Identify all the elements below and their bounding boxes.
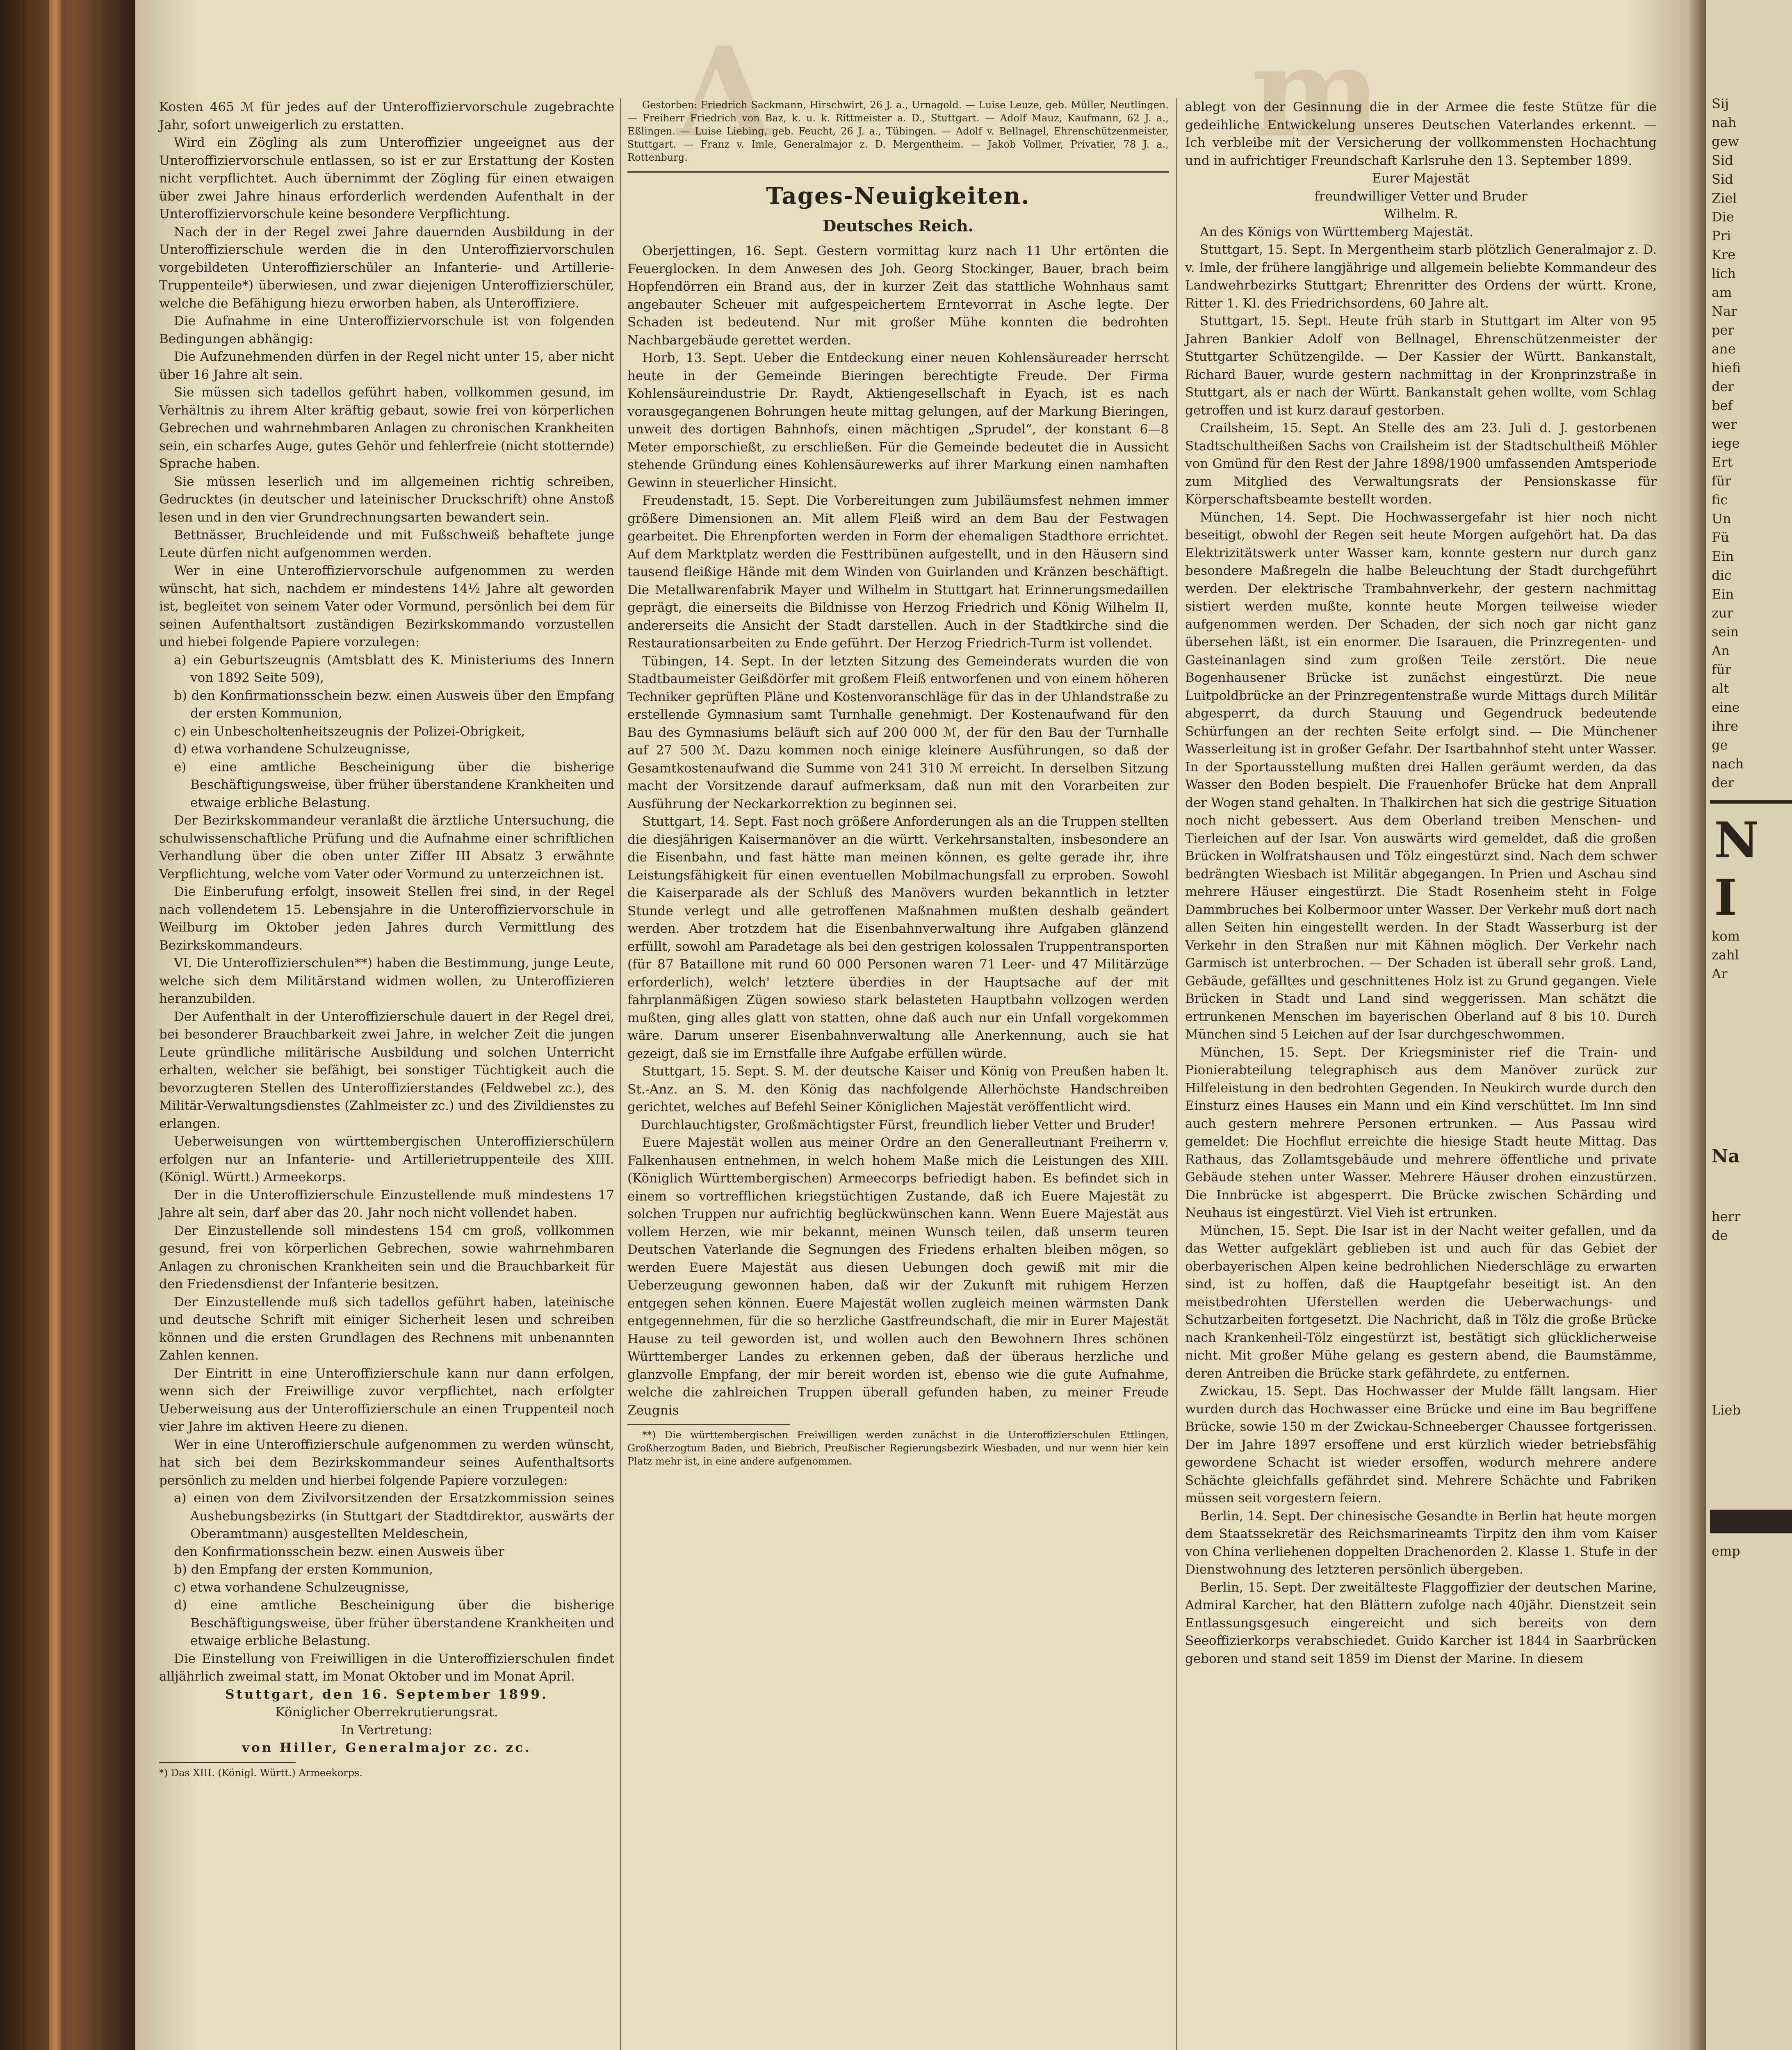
list-item: c) etwa vorhandene Schulzeugnisse,	[174, 1580, 409, 1595]
paragraph: Die Einberufung erfolgt, insoweit Stellen frei sind, in der Regel nach vollendetem 15. Lebensjahre in die Unteroffiziervorschule in Weilburg im Oktober jeden Jahres durch Vermittlung des Bezirkskommandeurs.	[159, 884, 614, 953]
news-item: Stuttgart, 15. Sept. Heute früh starb in Stuttgart im Alter von 95 Jahren Bankier Adolf von Bellnagel, Ehrenschützenmeister der Stuttgarter Schützengilde. — Der Kassier der Württ. Bankanstalt, Richard Bauer, wurde gestern nachmittag in der Kronprinzstraße in Stuttgart, als er nach der Württ. Bankanstalt gehen wollte, vom Schlag getroffen und ist kurz darauf gestorben.	[1185, 314, 1657, 418]
paragraph: Der Einzustellende muß sich tadellos geführt haben, lateinische und deutsche Schrift mit einiger Sicherheit lesen und schreiben können und die ersten Grundlagen des Rechnens mit unbenannten Zahlen kennen.	[159, 1294, 614, 1363]
spine-edge	[49, 0, 62, 2050]
paragraph: Der Aufenthalt in der Unteroffizierschule dauert in der Regel drei, bei besonderer Brauchbarkeit zwei Jahre, in welcher Zeit die jungen Leute gründliche militärische Ausbildung und solchen Unterricht erhalten, welcher sie befähigt, bei sonstiger Tüchtigkeit auch die bevorzugteren Stellen des Unteroffizierstandes (Feldwebel zc.), des Militär-Verwaltungsdienstes (Zahlmeister zc.) und des Zivildienstes zu erlangen.	[159, 1009, 614, 1131]
fragment-line: für	[1712, 662, 1731, 677]
paragraph: Ueberweisungen von württembergischen Unteroffizierschülern erfolgen nur an Infanterie- und Artillerietruppenteile des XIII. (Königl. Württ.) Armeekorps.	[159, 1134, 614, 1184]
fragment-line: Lieb	[1712, 1402, 1741, 1418]
letter-closing: Eurer Majestät	[1372, 171, 1470, 186]
news-item: Freudenstadt, 15. Sept. Die Vorbereitungen zum Jubiläumsfest nehmen immer größere Dimensionen an. Mit allem Fleiß wird an dem Bau der Festwagen gearbeitet. Die Ehrenpforten werden in Form der ehemaligen Stadthore errichtet. Auf dem Marktplatz werden die Festtribünen aufgestellt, und in den Häusern sind tausend fleißige Hände mit dem Winden von Guirlanden und Kränzen beschäftigt. Die Metallwarenfabrik Mayer und Wilhelm in Stuttgart hat Erinnerungsmedaillen geprägt, die einerseits die Bildnisse von Herzog Friedrich und König Wilhelm II, andererseits die Ansicht der Stadt darstellen. Auch in der Stadtkirche sind die Restaurationsarbeiten zu Ende geführt. Der Herzog Friedrich-Turm ist vollendet.	[627, 493, 1169, 651]
letter-end: ablegt von der Gesinnung die in der Armee die feste Stütze für die gedeihliche Entwickelung unseres Deutschen Vaterlandes erkennt. — Ich verbleibe mit der Versicherung der vollkommensten Hochachtung und in aufrichtiger Freundschaft Karlsruhe den 13. September 1899.	[1185, 100, 1657, 168]
fragment-line: Sij	[1712, 96, 1729, 112]
news-item: Stuttgart, 15. Sept. S. M. der deutsche Kaiser und König von Preußen haben lt. St.-Anz. an S. M. den König das nachfolgende Allerhöchste Handschreiben gerichtet, welches auf Befehl Seiner Königlichen Majestät veröffentlicht wird.	[627, 1064, 1169, 1114]
column-right	[1185, 98, 1657, 2050]
fragment-line: An	[1712, 643, 1730, 658]
show-through-ghost-right	[1251, 25, 1381, 78]
letter-closing: freundwilliger Vetter und Bruder	[1314, 189, 1528, 204]
paragraph: Der in die Unteroffizierschule Einzustellende muß mindestens 17 Jahre alt sein, darf aber das 20. Jahr noch nicht vollendet haben.	[159, 1187, 614, 1220]
book-spine	[0, 0, 135, 2050]
paragraph: Wer in eine Unteroffiziervorschule aufgenommen zu werden wünscht, hat sich, nachdem er mindestens 14½ Jahre alt geworden ist, begleitet von seinem Vater oder Vormund, persönlich bei dem für seinen Aufenthaltsort zuständigen Bezirkskommando vorzustellen und hiebei folgende Papiere vorzulegen:	[159, 563, 614, 649]
news-item: Berlin, 15. Sept. Der zweitälteste Flaggoffizier der deutschen Marine, Admiral Karcher, hat den Blättern zufolge nach 40jähr. Dienstzeit sein Entlassungsgesuch eingereicht und sich bereits von dem Seeoffizierkorps verabschiedet. Guido Karcher ist 1844 in Saarbrücken geboren und stand seit 1859 im Dienst der Marine. In diesem	[1185, 1580, 1657, 1666]
fragment-rule	[1710, 800, 1792, 804]
fragment-line: wer	[1712, 417, 1737, 432]
fragment-line: herr	[1712, 1209, 1741, 1224]
column-middle	[627, 98, 1169, 2050]
signature: von Hiller, Generalmajor zc. zc.	[242, 1740, 531, 1755]
paragraph: Der Einzustellende soll mindestens 154 cm groß, vollkommen gesund, frei von körperlichen Gebrechen, sowie wahrnehmbaren Anlagen zu chronischen Krankheiten sein und die Brauchbarkeit für den Friedensdienst der Infanterie besitzen.	[159, 1223, 614, 1292]
paragraph: Die Aufnahme in eine Unteroffiziervorschule ist von folgenden Bedingungen abhängig:	[159, 314, 614, 346]
fragment-line: Ert	[1712, 454, 1733, 470]
news-item: München, 15. Sept. Die Isar ist in der Nacht weiter gefallen, und da das Wetter aufgeklärt geblieben ist und auch für das Gebiet der oberbayerischen Alpen keine bedrohlichen Niederschläge zu erwarten sind, ist zu hoffen, daß die Hauptgefahr beseitigt ist. An den meistbedrohten Uferstellen werden die Ueberwachungs- und Schutzarbeiten fortgesetzt. Die Nachricht, daß in Tölz die große Brücke nach Krankenheil-Tölz eingestürzt ist, bestätigt sich glücklicherweise nicht. Mit großer Mühe gelang es gestern abend, die Baumstämme, deren Antreiben die Brücke stark gefährdete, zu entfernen.	[1185, 1223, 1657, 1381]
fragment-big-letter: N	[1714, 811, 1759, 869]
paragraph: Nach der in der Regel zwei Jahre dauernden Ausbildung in der Unteroffizierschule werden die in den Unteroffiziervorschulen vorgebildeten Unteroffizierschüler an Infanterie- und Artillerie-Truppenteile*) überwiesen, und zwar diejenigen Unteroffizierschüler, welche die Befähigung hiezu erworben haben, als Unteroffiziere.	[159, 224, 614, 311]
list-item: b) den Konfirmationsschein bezw. einen Ausweis über den Empfang der ersten Kommunion,	[174, 688, 614, 721]
letter-signature: Wilhelm. R.	[1384, 207, 1458, 221]
authority: Königlicher Oberrekrutierungsrat.	[275, 1705, 498, 1720]
fragment-line: der	[1712, 775, 1734, 790]
letter-addressee: An des Königs von Württemberg Majestät.	[1200, 224, 1473, 239]
fragment-line: kom	[1712, 928, 1740, 944]
fragment-line: dic	[1712, 567, 1732, 583]
fragment-line: lich	[1712, 266, 1736, 281]
fragment-line: am	[1712, 285, 1732, 300]
fragment-line: ihre	[1712, 718, 1739, 734]
letter-body: Euere Majestät wollen aus meiner Ordre an den Generalleutnant Freiherrn v. Falkenhausen entnehmen, in welch hohem Maße mich die Leistungen des XIII. (Königlich Württembergischen) Armeecorps befriedigt haben. Es befindet sich in einem so vortrefflichen kriegstüchtigen Zustande, daß ich Euere Majestät zu solchen Truppen nur aufrichtig beglückwünschen kann. Wenn Euere Majestät aus vollem Herzen, wie mir bekannt, meinen Wunsch teilen, daß unserm teuren Deutschen Vaterlande die Segnungen des Friedens erhalten bleiben mögen, so werden Euere Majestät aus diesen Uebungen doch gewiß mit mir die Ueberzeugung gewonnen haben, daß wir der Zukunft mit ruhigem Herzen entgegen sehen können. Euere Majestät wollen zugleich meinen wärmsten Dank entgegennehmen, für die so herzliche Gastfreundschaft, die mir in Eurer Majestät Hause zu teil geworden ist, und wollen auch den Bewohnern Ihres schönen Württemberger Landes zu erkennen geben, daß der überaus herzliche und glanzvolle Empfang, der mir bereit worden ist, ebenso wie die gute Aufnahme, welche die zahlreichen Truppen überall gefunden haben, zu meiner Freude Zeugnis	[627, 1135, 1169, 1418]
paragraph: VI. Die Unteroffizierschulen**) haben die Bestimmung, junge Leute, welche sich dem Militärstand widmen wollen, zu Unteroffizieren heranzubilden.	[159, 956, 614, 1006]
paragraph: Wer in eine Unteroffizierschule aufgenommen zu werden wünscht, hat sich bei dem Bezirkskommandeur seines Aufenthaltsorts persönlich zu melden und hierbei folgende Papiere vorzulegen:	[159, 1437, 614, 1488]
fragment-line: Un	[1712, 511, 1731, 526]
column-rule-2	[1176, 98, 1177, 2050]
fragment-line: Sid	[1712, 153, 1733, 168]
fragment-line: für	[1712, 473, 1731, 489]
news-item: München, 15. Sept. Der Kriegsminister rief die Train- und Pionierabteilung telegraphisch aus dem Manöver zurück zur Hilfeleistung in den bedrohten Gegenden. In Neukirch wurde durch den Einsturz eines Hauses ein Mann und ein Kind verschüttet. Im Inn sind auch gestern mehrere Personen ertrunken. — Aus Passau wird gemeldet: Die Hochflut erreichte die hiesige Stadt heute Mittag. Das Rathaus, das Zollamtsgebäude und mehrere öffentliche und private Gebäude stehen unter Wasser. Mehrere Häuser drohen einzustürzen. Die Innbrücke ist abgesperrt. Die Brücke zwischen Schärding und Neuhaus ist eingestürzt. Viel Vieh ist ertrunken.	[1185, 1045, 1657, 1220]
fragment-line: Ein	[1712, 586, 1734, 602]
news-item: Tübingen, 14. Sept. In der letzten Sitzung des Gemeinderats wurden die von Stadtbaumeister Geißdörfer mit großem Fleiß entworfenen und von einem höheren Techniker geprüften Pläne und Kostenvoranschläge für das in der Uhlandstraße zu erstellende Gymnasium samt Turnhalle genehmigt. Der Kostenaufwand für den Bau des Gymnasiums beläuft sich auf 200 000 ℳ, der für den Bau der Turnhalle auf 27 500 ℳ. Dazu kommen noch einige kleinere Ausführungen, so daß der Gesamtkostenaufwand die Summe von 241 310 ℳ erreicht. In derselben Sitzung macht der Vorsitzende darauf aufmerksam, daß nun mit den Vorarbeiten zur Ausführung der Neckarkorrektion zu beginnen sei.	[627, 654, 1169, 811]
page-gutter	[1689, 0, 1706, 2050]
death-notices: Gestorben: Friedrich Sackmann, Hirschwirt, 26 J. a., Urnagold. — Luise Leuze, geb. Müller, Neutlingen. — Freiherr Friedrich von Baz, k. u. k. Rittmeister a. D., Stuttgart. — Adolf Mauz, Kaufmann, 62 J. a., Eßlingen. — Luise Liebing, geb. Feucht, 26 J. a., Tübingen. — Adolf v. Bellnagel, Ehrenschützenmeister, Stuttgart. — Franz v. Imle, Generalmajor z. D. Mergentheim. — Jakob Vollmer, Privatier, 78 J. a., Rottenburg.	[627, 99, 1169, 163]
fragment-line: emp	[1712, 1543, 1740, 1559]
paragraph: Kosten 465 ℳ für jedes auf der Unteroffiziervorschule zugebrachte Jahr, sofort unweigerlich zu erstatten.	[159, 100, 614, 132]
column-left	[159, 98, 614, 2050]
fragment-line: Ein	[1712, 549, 1734, 564]
fragment-line: zur	[1712, 605, 1733, 621]
fragment-line: nah	[1712, 115, 1737, 130]
section-headline: Tages-Neuigkeiten.	[766, 182, 1030, 210]
footnote-rule	[627, 1424, 790, 1425]
paragraph: Bettnässer, Bruchleidende und mit Fußschweiß behaftete junge Leute dürfen nicht aufgenommen werden.	[159, 528, 614, 560]
fragment-line: der	[1712, 379, 1734, 394]
fragment-black-bar	[1710, 1510, 1792, 1533]
in-vertretung: In Vertretung:	[341, 1722, 433, 1738]
fragment-line: Ziel	[1712, 190, 1737, 206]
closing-paragraph: Die Einstellung von Freiwilligen in die Unteroffizierschulen findet alljährlich zweimal statt, im Monat Oktober und im Monat April.	[159, 1651, 614, 1684]
fragment-line: hiefi	[1712, 360, 1741, 376]
fragment-line: Die	[1712, 209, 1734, 225]
news-item: Horb, 13. Sept. Ueber die Entdeckung einer neuen Kohlensäureader herrscht heute in der Gemeinde Bieringen berechtigte Freude. Der Firma Kohlensäureindustrie Dr. Raydt, Aktiengesellschaft in Eyach, ist es nach vorausgegangenen Bohrungen heute mittag gelungen, auf der Markung Bieringen, unweit des dortigen Bahnhofs, einen mächtigen „Sprudel“, der konstant 6—8 Meter emporschießt, zu erschließen. Für die Gemeinde bedeutet die in Aussicht stehende Gründung eines Kohlensäurewerks auf ihrer Markung einen namhaften Gewinn in steuerlicher Hinsicht.	[627, 351, 1169, 490]
fragment-line: de	[1712, 1228, 1728, 1243]
fragment-line: eine	[1712, 699, 1740, 715]
fragment-line: Fü	[1712, 530, 1729, 545]
fragment-line: gew	[1712, 134, 1739, 149]
fragment-line: sein	[1712, 624, 1739, 640]
footnote-rule	[159, 1762, 296, 1763]
news-item: Stuttgart, 15. Sept. In Mergentheim starb plötzlich Generalmajor z. D. v. Imle, der frühere langjährige und allgemein beliebte Kommandeur des Landwehrbezirks Stuttgart; Ehrenritter des Ordens der württ. Krone, Ritter 1. Kl. des Friedrichsordens, 60 Jahre alt.	[1185, 242, 1657, 311]
fragment-line: per	[1712, 322, 1734, 338]
fragment-line: nach	[1712, 756, 1744, 772]
paragraph: Die Aufzunehmenden dürfen in der Regel nicht unter 15, aber nicht über 16 Jahre alt sein.	[159, 349, 614, 382]
footnote: *) Das XIII. (Königl. Württ.) Armeekorps.	[159, 1767, 363, 1779]
fragment-line: Pri	[1712, 228, 1731, 244]
show-through-ghost-left	[677, 25, 772, 78]
news-item: Berlin, 14. Sept. Der chinesische Gesandte in Berlin hat heute morgen dem Staatssekretär des Reichsmarineamts Tirpitz den ihm vom Kaiser von China verliehenen doppelten Drachenorden 2. Klasse 1. Stufe in der Dienstwohnung des letzteren persönlich übergeben.	[1185, 1508, 1657, 1577]
fragment-line: ge	[1712, 737, 1728, 753]
paragraph: Der Bezirkskommandeur veranlaßt die ärztliche Untersuchung, die schulwissenschaftliche Prüfung und die Aufnahme einer schriftlichen Verhandlung über die oben unter Ziffer III Absatz 3 erwähnte Verpflichtung, welche vom Vater oder Vormund zu unterzeichnen ist.	[159, 813, 614, 882]
news-item: Zwickau, 15. Sept. Das Hochwasser der Mulde fällt langsam. Hier wurden durch das Hochwasser eine Brücke und eine im Bau begriffene Brücke, sowie 150 m der Zwickau-Schneeberger Chaussee fortgerissen. Der im Jahre 1897 ersoffene und erst kürzlich wieder betriebsfähig gewordene Schacht ist wieder ersoffen, wodurch mehrere andere Schächte gleichfalls gefährdet sind. Mehrere Schächte und Fabriken müssen seit vorgestern feiern.	[1185, 1384, 1657, 1506]
fragment-big-letter: I	[1714, 869, 1737, 927]
facing-page-fragment	[1706, 0, 1792, 2050]
section-subhead: Deutsches Reich.	[823, 216, 974, 235]
list-item: a) ein Geburtszeugnis (Amtsblatt des K. Ministeriums des Innern von 1892 Seite 509),	[174, 652, 614, 685]
news-item: München, 14. Sept. Die Hochwassergefahr ist hier noch nicht beseitigt, obwohl der Regen seit heute Morgen aufgehört hat. Da das Elektrizitätswerk unter Wasser kam, konnte gestern nur durch ganz besondere Maßregeln die halbe Beleuchtung der Stadt durchgeführt werden. Der elektrische Trambahnverkehr, der gestern nachmittag sistiert werden mußte, konnte heute Morgen teilweise wieder aufgenommen werden. Der Schaden, der sich noch gar nicht ganz übersehen läßt, ist ein enormer. Die Isarauen, die Prinzregenten- und Gasteinanlagen sind zum großen Teile zerstört. Die neue Bogenhausener Brücke ist zunächst eingestürzt. Die neue Luitpoldbrücke an der Prinzregentenstraße wurde Mittags durch Militär abgesperrt, da durch Stauung und Gegendruck bedeutende Schürfungen an der rechten Seite erfolgt sind. — Die Münchener Wasserleitung ist in großer Gefahr. Der Isartbahnhof steht unter Wasser. In der Sportausstellung mußten drei Hallen geräumt werden, da das Wasser den Boden bespielt. Die Frauenhofer Brücke hat dem Anprall der Wogen stand gehalten. In Thalkirchen hat sich die gestrige Situation noch nicht gebessert. Aus dem Oberland treiben Menschen- und Tierleichen auf der Isar. Von auswärts wird gemeldet, daß die großen Brücken in Wolfratshausen und Tölz eingestürzt sind. Nach dem schwer bedrängten Wiesbach ist Militär abgegangen. In Prien und Aschau sind mehrere Häuser eingestürzt. Die Stadt Rosenheim steht in Folge Dammbruches bei Kolbermoor unter Wasser. Der Verkehr muß dort nach allen Seiten hin eingestellt werden. In der Stadt Wasserburg ist der Verkehr in den Straßen nur mit Kähnen möglich. Der Verkehr nach Garmisch ist unterbrochen. — Der Schaden ist überall sehr groß. Land, Gebäude, gefälltes und geschnittenes Holz ist zu Grund gegangen. Viele Brücken in Stadt und Land sind weggerissen. Man schätzt die ertrunkenen Menschen im bayerischen Oberland auf 8 bis 10. Durch München sind 5 Leichen auf der Isar durchgeschwommen.	[1185, 510, 1657, 1042]
fragment-line: bef	[1712, 398, 1733, 413]
paragraph: Sie müssen sich tadellos geführt haben, vollkommen gesund, im Verhältnis zu ihrem Alter kräftig gebaut, sowie frei von körperlichen Gebrechen und wahrnehmbaren Anlagen zu chronischen Krankheiten sein, ein scharfes Auge, gutes Gehör und fehlerfreie (nicht stotternde) Sprache haben.	[159, 385, 614, 471]
paragraph: Sie müssen leserlich und im allgemeinen richtig schreiben, Gedrucktes (in deutscher und lateinischer Druckschrift) ohne Anstoß lesen und in den vier Grundrechnungsarten bewandert sein.	[159, 474, 614, 525]
list-item: d) etwa vorhandene Schulzeugnisse,	[174, 742, 410, 756]
news-item: Oberjettingen, 16. Sept. Gestern vormittag kurz nach 11 Uhr ertönten die Feuerglocken. In dem Anwesen des Joh. Georg Stockinger, Bauer, brach beim Hopfendörren ein Brand aus, der in kurzer Zeit das stattliche Wohnhaus samt angebauter Scheuer mit aufgespeichertem Erntevorrat in Asche legte. Der Schaden ist bedeutend. Nur mit großer Mühe konnten die bedrohten Nachbargebäude gerettet werden.	[627, 244, 1169, 348]
section-rule	[627, 171, 1169, 173]
dateline: Stuttgart, den 16. September 1899.	[225, 1687, 548, 1702]
list-item: e) eine amtliche Bescheinigung über die bisherige Beschäftigungsweise, über früher überstandene Krankheiten und etwaige erbliche Belastung.	[174, 759, 614, 810]
fragment-line: Na	[1712, 1146, 1740, 1167]
fragment-line: Nar	[1712, 303, 1737, 319]
letter-salutation: Durchlauchtigster, Großmächtigster Fürst, freundlich lieber Vetter und Bruder!	[641, 1117, 1156, 1132]
news-item: Stuttgart, 14. Sept. Fast noch größere Anforderungen als an die Truppen stellten die diesjährigen Kaisermanöver an die württ. Verkehrsanstalten, insbesondere an die Eisenbahn, und fast hätte man meinen können, es gelte gerade ihr, ihre Leistungsfähigkeit für einen eventuellen Mobilmachungsfall zu erproben. Sowohl die Kaiserparade als der Schluß des Manövers wurden bekanntlich in letzter Stunde verlegt und alle getroffenen Maßnahmen mußten deshalb geändert werden. Aber trotzdem hat die Eisenbahnverwaltung ihre Aufgaben glänzend erfüllt, sowohl am Paradetage als bei den gestrigen kolossalen Truppentransporten (für 87 Bataillone mit rund 60 000 Personen waren 71 Leer- und 47 Militärzüge erforderlich), welch' letztere überdies in der Hauptsache auf der mit fahrplanmäßigen Zügen sowieso stark belasteten Hauptbahn vollzogen werden mußten, ging alles glatt von statten, ohne daß auch nur ein Unfall vorgekommen wäre. Darum unserer Eisenbahnverwaltung alle Anerkennung, auch sie hat gezeigt, daß sie im Ernstfalle ihre Aufgabe erfüllen würde.	[627, 814, 1169, 1061]
list-item: b) den Empfang der ersten Kommunion,	[174, 1562, 433, 1577]
fragment-line: Sid	[1712, 171, 1733, 187]
footnote: **) Die württembergischen Freiwilligen werden zunächst in die Unteroffizierschulen Ettlingen, Großherzogtum Baden, und Biebrich, Preußischer Regierungsbezirk Wiesbaden, und nur wenn hier kein Platz mehr ist, in eine andere aufgenommen.	[627, 1429, 1169, 1467]
list-item: a) einen von dem Zivilvorsitzenden der Ersatzkommission seines Aushebungsbezirks (in Stuttgart der Stadtdirektor, auswärts der Oberamtmann) ausgestellten Meldeschein,	[174, 1491, 614, 1541]
fragment-line: Kre	[1712, 247, 1736, 262]
fragment-line: Ar	[1712, 966, 1728, 982]
fragment-line: zahl	[1712, 947, 1739, 963]
fragment-line: ane	[1712, 341, 1736, 357]
news-item: Crailsheim, 15. Sept. An Stelle des am 23. Juli d. J. gestorbenen Stadtschultheißen Sachs von Crailsheim ist der Stadtschultheiß Möhler von Gmünd für den Rest der Jahre 1898/1900 umfassenden Amtsperiode zum Mitglied des Verwaltungsrats der Pensionskasse für Körperschaftsbeamte bestellt worden.	[1185, 421, 1657, 507]
list-item: den Konfirmationsschein bezw. einen Ausweis über	[174, 1544, 504, 1559]
paragraph: Der Eintritt in eine Unteroffizierschule kann nur dann erfolgen, wenn sich der Freiwillige zuvor verpflichtet, nach erfolgter Ueberweisung aus der Unteroffizierschule an einen Truppenteil noch vier Jahre im aktiven Heere zu dienen.	[159, 1366, 614, 1434]
fragment-line: alt	[1712, 681, 1729, 696]
paragraph: Wird ein Zögling als zum Unteroffizier ungeeignet aus der Unteroffiziervorschule entlassen, so ist er zur Erstattung der Kosten nicht verpflichtet. Auch übernimmt der Zögling für einen etwaigen über zwei Jahre hinaus erforderlich werdenden Aufenthalt in der Unteroffiziervorschule keine besondere Verpflichtung.	[159, 135, 614, 221]
column-rule-1	[620, 98, 621, 2050]
list-item: c) ein Unbescholtenheitszeugnis der Polizei-Obrigkeit,	[174, 724, 525, 739]
list-item: d) eine amtliche Bescheinigung über die bisherige Beschäftigungsweise, über früher überstandene Krankheiten und etwaige erbliche Belastung.	[174, 1598, 614, 1648]
fragment-line: fic	[1712, 492, 1728, 508]
fragment-line: iege	[1712, 435, 1740, 451]
